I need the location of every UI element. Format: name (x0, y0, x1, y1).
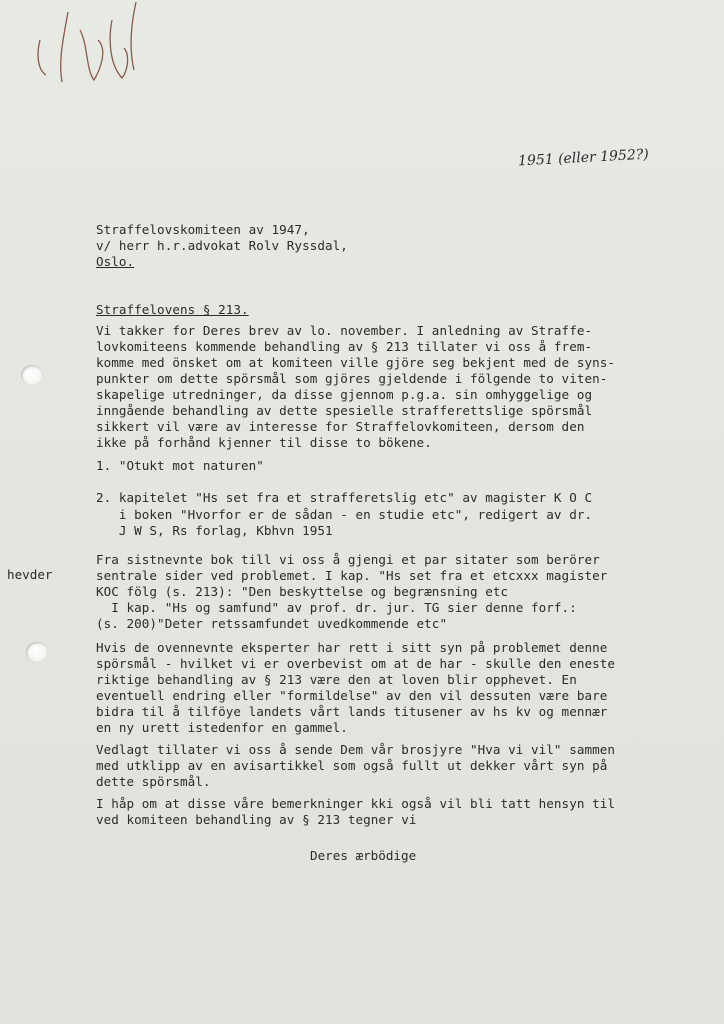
text-line: Vi takker for Deres brev av lo. november. I anledning av Straffe- (96, 323, 593, 338)
text-line: I kap. "Hs og samfund" av prof. dr. jur. TG sier denne forf.: (96, 600, 577, 615)
text-line: spörsmål - hvilket vi er overbevist om at de har - skulle den eneste (96, 656, 615, 671)
text-line: dette spörsmål. (96, 774, 211, 789)
addressee-line-2: v/ herr h.r.advokat Rolv Ryssdal, (96, 238, 348, 253)
text-line: sentrale sider ved problemet. I kap. "Hs set fra et etcxxx magister (96, 568, 608, 583)
closing-salutation: Deres ærbödige (310, 848, 417, 863)
text-line: KOC fölg (s. 213): "Den beskyttelse og begrænsning etc (96, 584, 509, 599)
text-line: komme med önsket om at komiteen ville gjöre seg bekjent med de syns- (96, 355, 615, 370)
text-line: Vedlagt tillater vi oss å sende Dem vår brosjyre "Hva vi vil" sammen (96, 742, 615, 757)
text-line: eventuell endring eller "formildelse" av den vil dessuten være bare (96, 688, 608, 703)
text-line: inngående behandling av dette spesielle strafferettslige spörsmål (96, 403, 593, 418)
addressee-line-1: Straffelovskomiteen av 1947, (96, 222, 310, 237)
text-line: Fra sistnevnte bok till vi oss å gjengi et par sitater som berörer (96, 552, 600, 567)
text-line: riktige behandling av § 213 være den at loven blir opphevet. En (96, 672, 577, 687)
text-line: med utklipp av en avisartikkel som også fullt ut dekker vårt syn på (96, 758, 608, 773)
list-item-1: 1. "Otukt mot naturen" (96, 458, 264, 473)
text-line: Hvis de ovennevnte eksperter har rett i sitt syn på problemet denne (96, 640, 608, 655)
text-line: 2. kapitelet "Hs set fra et strafferetslig etc" av magister K O C (96, 490, 593, 505)
text-line: ikke på forhånd kjenner til disse to bökene. (96, 435, 432, 450)
punch-hole-bottom (26, 642, 48, 662)
text-line: i boken "Hvorfor er de sådan - en studie etc", redigert av dr. (96, 507, 593, 522)
handwritten-date: 1951 (eller 1952?) (517, 146, 650, 170)
handwritten-scribble-mark (28, 0, 158, 95)
text-line: (s. 200)"Deter retssamfundet uvedkommende etc" (96, 616, 448, 631)
text-line: J W S, Rs forlag, Kbhvn 1951 (96, 523, 333, 538)
text-line: punkter om dette spörsmål som gjöres gjeldende i fölgende to viten- (96, 371, 608, 386)
margin-note: hevder (7, 567, 53, 582)
text-line: skapelige utredninger, da disse gjennom p.g.a. sin omhyggelige og (96, 387, 593, 402)
subject-heading: Straffelovens § 213. (96, 302, 249, 317)
punch-hole-top (21, 365, 43, 385)
addressee-line-3: Oslo. (96, 254, 135, 269)
text-line: lovkomiteens kommende behandling av § 213 tillater vi oss å frem- (96, 339, 593, 354)
text-line: bidra til å tilföye landets vårt lands titusener av hs kv og mennær (96, 704, 608, 719)
text-line: ved komiteen behandling av § 213 tegner vi (96, 812, 417, 827)
text-line: en ny urett istedenfor en gammel. (96, 720, 348, 735)
text-line: sikkert vil være av interesse for Straffelovkomiteen, dersom den (96, 419, 585, 434)
text-line: I håp om at disse våre bemerkninger kki også vil bli tatt hensyn til (96, 796, 615, 811)
